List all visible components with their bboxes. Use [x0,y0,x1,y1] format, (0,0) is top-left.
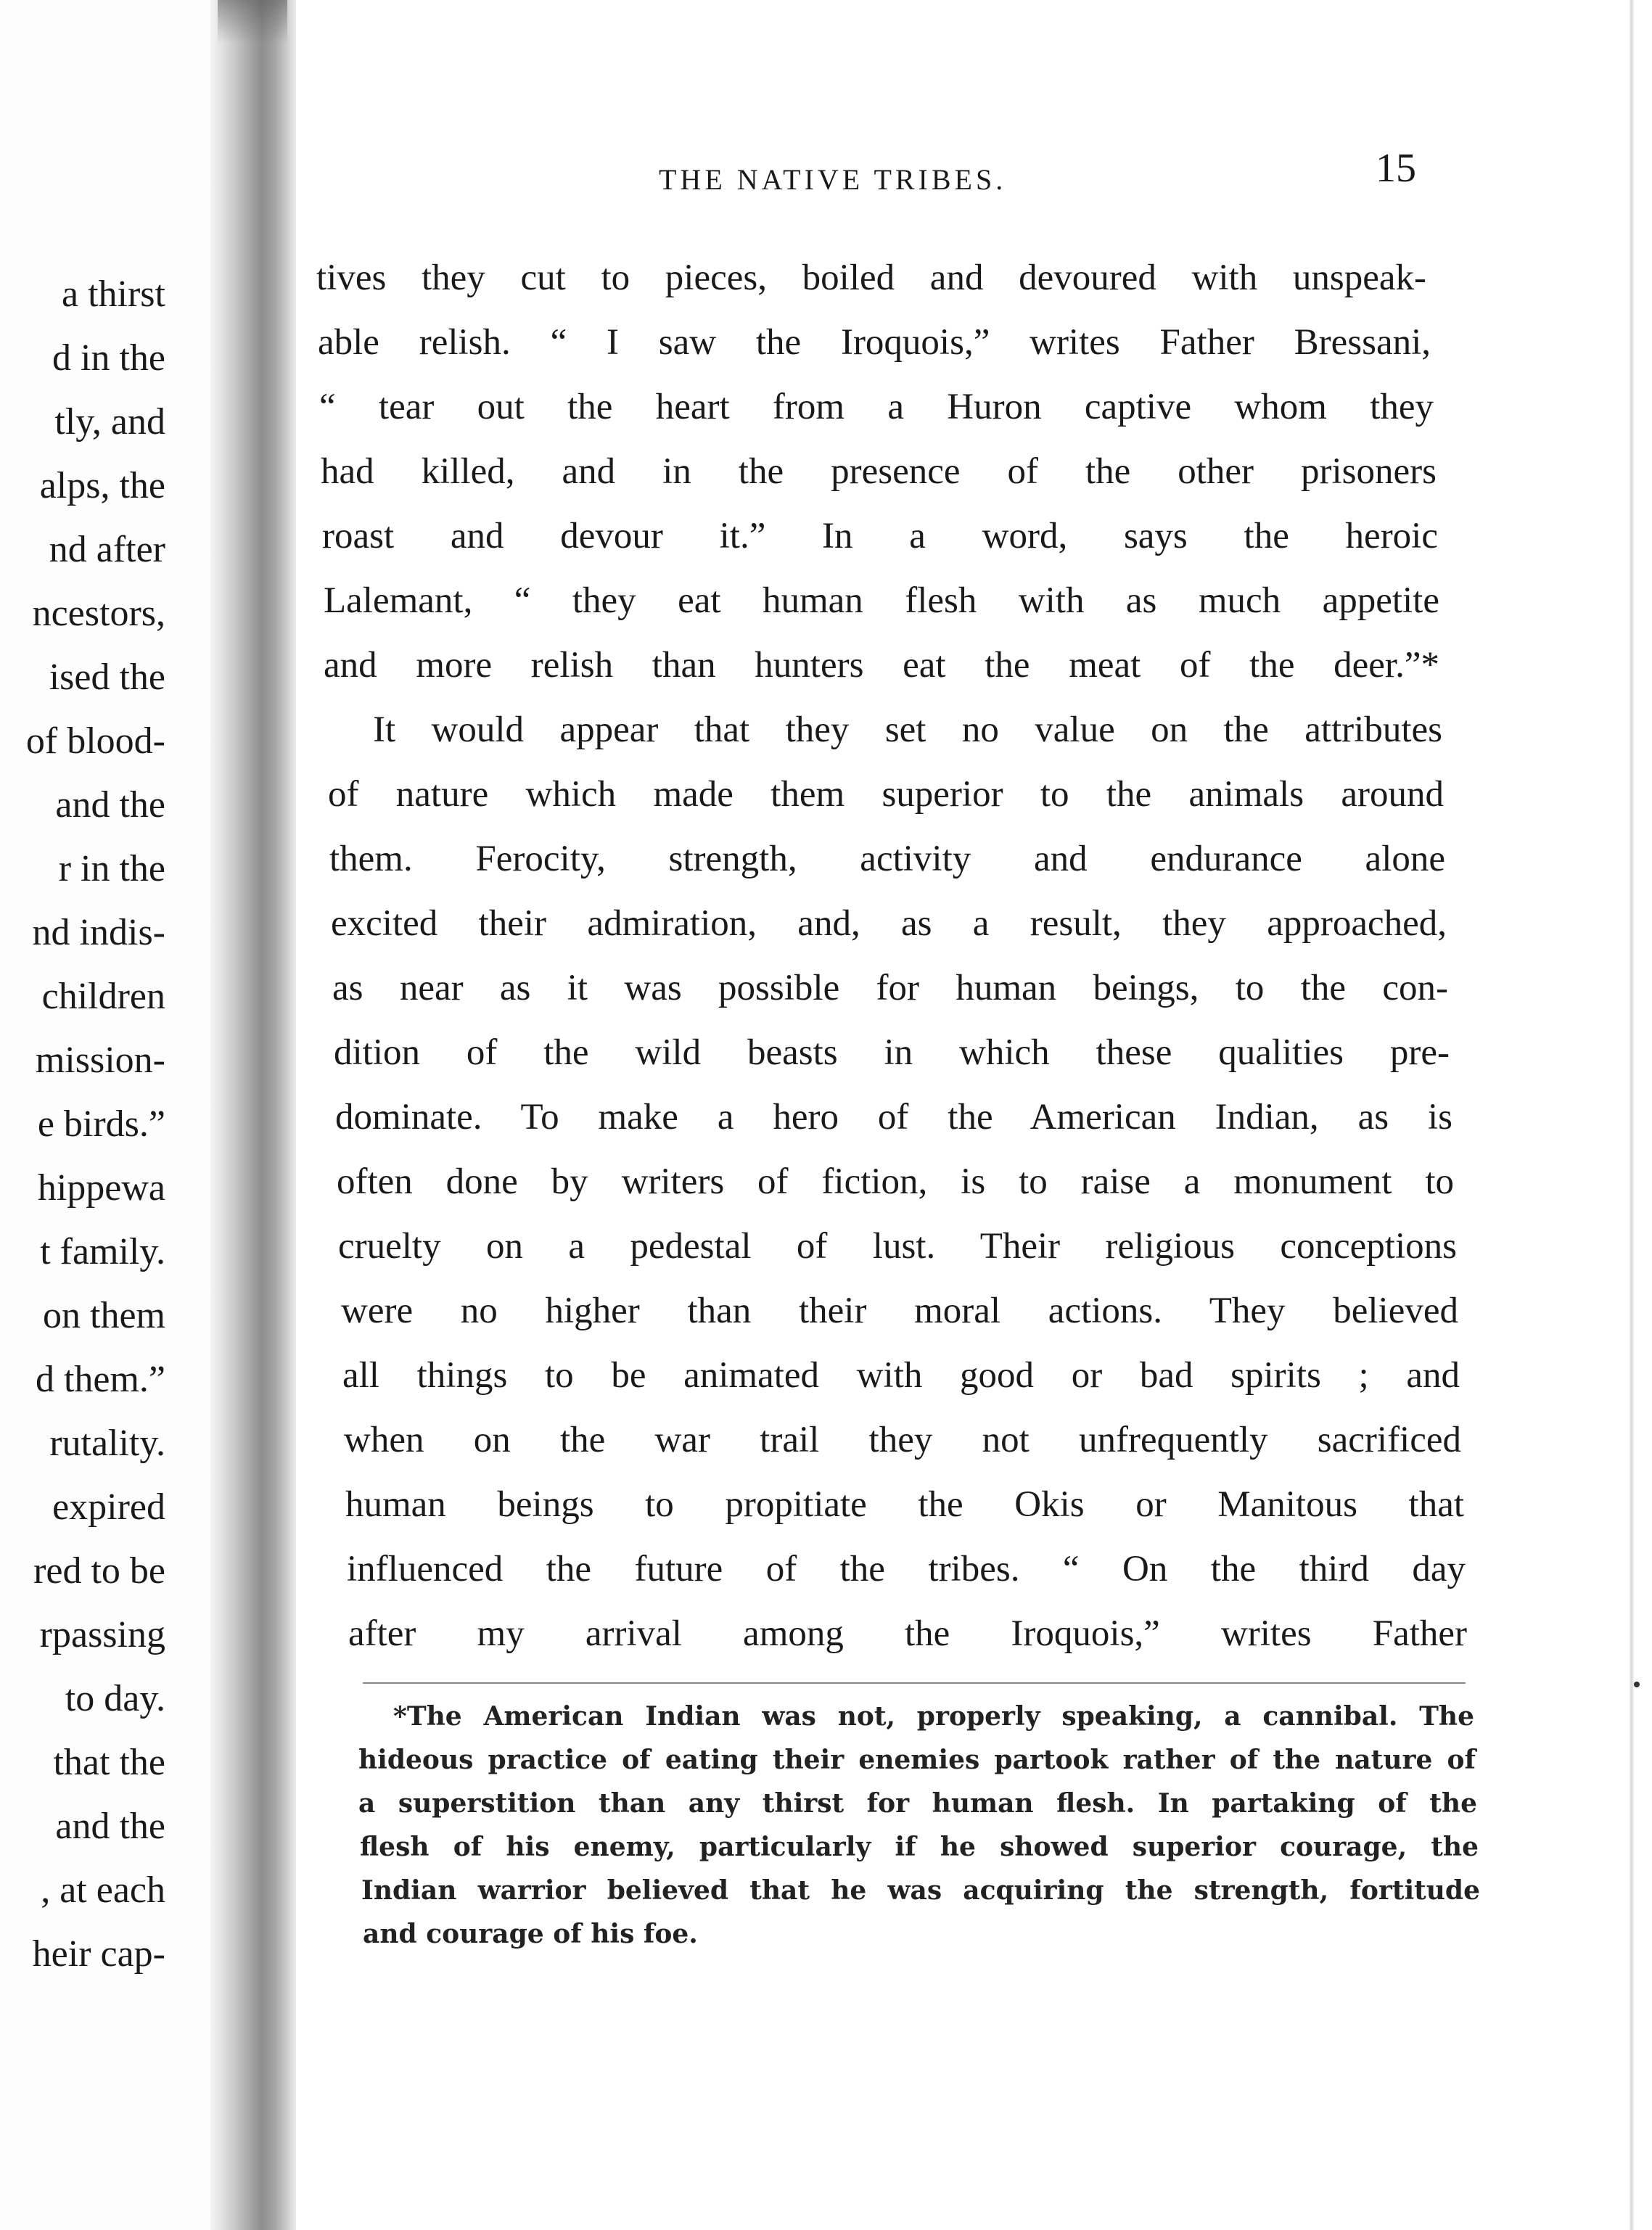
left-page-fragment [0,0,218,2230]
page-number: 15 [1376,146,1416,191]
body-line: “ tear out the heart from a Huron captive whom they [319,387,1434,427]
left-page-line: e birds.” [37,1103,165,1145]
footnote-line: flesh of his enemy, particularly if he showed superior courage, the [360,1832,1479,1862]
running-head: THE NATIVE TRIBES. [659,163,1007,196]
footnote-line: a superstition than any thirst for human flesh. In partaking of the [358,1788,1477,1819]
body-line: Lalemant, “ they eat human flesh with as much appetite [324,580,1439,621]
left-page-line: rpassing [39,1614,165,1655]
body-line: It would appear that they set no value on the attributes [373,709,1442,750]
left-page-line: nd after [49,529,165,570]
body-line: able relish. “ I saw the Iroquois,” writes Father Bressani, [318,322,1431,363]
left-page-line: heir cap- [32,1933,165,1975]
left-page-line: , at each [41,1869,165,1911]
left-page-line: mission- [35,1040,165,1081]
left-page-line: on them [43,1295,165,1336]
scan-speck [1634,1682,1640,1687]
left-page-line: alps, the [39,465,165,506]
body-line: tives they cut to pieces, boiled and devoured with unspeak- [316,258,1426,298]
book-gutter [210,0,296,2230]
left-page-line: red to be [33,1550,165,1592]
footnote-line: hideous practice of eating their enemies partook rather of the nature of [358,1745,1476,1775]
body-line: were no higher than their moral actions. They believed [341,1291,1458,1331]
body-line: them. Ferocity, strength, activity and endurance alone [329,839,1445,879]
left-page-line: expired [52,1486,165,1528]
left-page-line: ncestors, [32,593,165,634]
body-line: excited their admiration, and, as a result, they approached, [331,903,1447,944]
body-line: dition of the wild beasts in which these qualities pre- [334,1032,1450,1073]
footnote-line: *The American Indian was not, properly speaking, a cannibal. The [393,1701,1474,1732]
left-page-line: and the [55,784,165,826]
body-line: often done by writers of fiction, is to raise a monument to [337,1161,1454,1202]
left-page-line: tly, and [54,401,165,443]
left-page-line: t family. [40,1231,165,1272]
left-page-line: a thirst [62,273,165,315]
body-line: cruelty on a pedestal of lust. Their religious conceptions [338,1226,1457,1267]
gutter-shadow [218,0,287,44]
left-page-line: hippewa [37,1167,165,1209]
body-line: after my arrival among the Iroquois,” writes Father [348,1613,1467,1654]
body-line: of nature which made them superior to the animals around [328,774,1444,815]
footnote-rule [363,1682,1466,1684]
left-page-line: d in the [52,337,165,379]
body-line: and more relish than hunters eat the meat of the deer.”* [324,645,1439,686]
footnote-line: and courage of his foe. [363,1919,698,1949]
left-page-line: nd indis- [32,912,165,953]
page-edge [1630,0,1634,2230]
body-line: all things to be animated with good or bad spirits ; and [342,1355,1460,1396]
left-page-line: and the [55,1806,165,1847]
left-page-line: ised the [49,657,165,698]
left-page-line: rutality. [49,1423,165,1464]
body-line: dominate. To make a hero of the American Indian, as is [335,1097,1452,1137]
body-line: human beings to propitiate the Okis or Manitous that [345,1484,1464,1525]
left-page-line: of blood- [25,720,165,762]
body-line: influenced the future of the tribes. “ On the third day [347,1549,1466,1589]
left-page-line: r in the [58,848,165,889]
left-page-line: children [41,976,165,1017]
left-page-line: that the [53,1742,165,1783]
body-line: when on the war trail they not unfrequently sacrificed [344,1420,1461,1460]
body-line: roast and devour it.” In a word, says the heroic [322,516,1438,556]
left-page-line: to day. [65,1678,165,1719]
footnote-line: Indian warrior believed that he was acquiring the strength, fortitude [361,1875,1480,1906]
left-page-line: d them.” [35,1359,165,1400]
body-line: as near as it was possible for human beings, to the con- [332,968,1448,1008]
body-line: had killed, and in the presence of the other prisoners [321,451,1437,492]
